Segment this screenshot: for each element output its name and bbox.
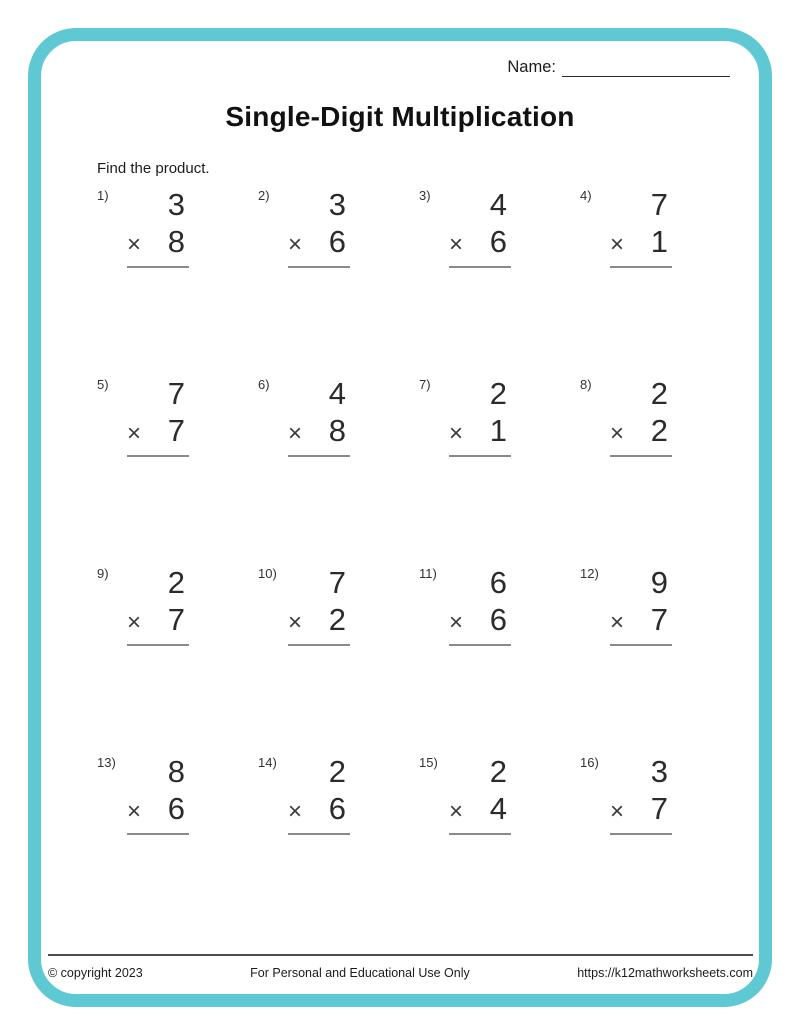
- problem-cell-16: [578, 752, 739, 941]
- problem-body: [610, 374, 672, 457]
- multiplier: 7: [167, 412, 185, 448]
- multiply-icon: ×: [288, 419, 303, 447]
- multiply-icon: ×: [127, 230, 142, 258]
- problem-body: [288, 752, 350, 835]
- multiplier: 7: [167, 601, 185, 637]
- multiply-icon: ×: [610, 419, 625, 447]
- footer-copyright: © copyright 2023: [48, 966, 143, 980]
- problem-body: [449, 563, 511, 646]
- answer-line: [610, 266, 672, 268]
- multiplicand: 7: [650, 187, 668, 222]
- problem-number: 11): [419, 566, 437, 581]
- multiply-icon: ×: [449, 419, 464, 447]
- problems-grid: [95, 185, 739, 941]
- problem-number: 4): [580, 188, 592, 203]
- footer-url: https://k12mathworksheets.com: [577, 966, 753, 980]
- answer-line: [127, 833, 189, 835]
- problem-cell-2: [256, 185, 417, 374]
- problem-number: 14): [258, 755, 277, 770]
- multiply-icon: ×: [127, 419, 142, 447]
- multiply-icon: ×: [449, 608, 464, 636]
- page-title: Single-Digit Multiplication: [225, 101, 575, 132]
- problem-number: 9): [97, 566, 109, 581]
- multiplicand: 2: [489, 754, 507, 789]
- problem-cell-11: [417, 563, 578, 752]
- multiplicand: 4: [328, 376, 346, 411]
- answer-line: [127, 266, 189, 268]
- footer-divider: [48, 954, 753, 956]
- multiplicand: 9: [650, 565, 668, 600]
- multiplier: 7: [650, 601, 668, 637]
- answer-line: [449, 833, 511, 835]
- problem-number: 13): [97, 755, 116, 770]
- multiply-icon: ×: [127, 608, 142, 636]
- problem-body: [127, 374, 189, 457]
- multiplicand: 7: [167, 376, 185, 411]
- problem-cell-9: [95, 563, 256, 752]
- problem-cell-8: [578, 374, 739, 563]
- multiplicand: 2: [489, 376, 507, 411]
- multiply-icon: ×: [610, 608, 625, 636]
- footer: [48, 966, 753, 980]
- multiplicand: 2: [167, 565, 185, 600]
- multiply-icon: ×: [127, 797, 142, 825]
- multiplier: 8: [167, 223, 185, 259]
- answer-line: [610, 833, 672, 835]
- multiplicand: 2: [650, 376, 668, 411]
- answer-line: [127, 455, 189, 457]
- problem-body: [127, 185, 189, 268]
- problem-cell-13: [95, 752, 256, 941]
- multiplicand: 3: [167, 187, 185, 222]
- name-blank-line: [562, 58, 730, 77]
- multiply-icon: ×: [288, 230, 303, 258]
- problem-number: 10): [258, 566, 277, 581]
- problem-cell-6: [256, 374, 417, 563]
- multiplier: 6: [489, 601, 507, 637]
- answer-line: [610, 644, 672, 646]
- problem-body: [288, 563, 350, 646]
- answer-line: [449, 644, 511, 646]
- multiplier: 6: [489, 223, 507, 259]
- answer-line: [449, 266, 511, 268]
- problem-cell-1: [95, 185, 256, 374]
- multiply-icon: ×: [610, 230, 625, 258]
- problem-number: 5): [97, 377, 109, 392]
- problem-cell-3: [417, 185, 578, 374]
- footer-usage: For Personal and Educational Use Only: [250, 966, 470, 980]
- multiplicand: 3: [328, 187, 346, 222]
- multiply-icon: ×: [288, 797, 303, 825]
- multiplier: 2: [328, 601, 346, 637]
- problem-body: [288, 374, 350, 457]
- answer-line: [288, 833, 350, 835]
- problem-body: [449, 374, 511, 457]
- problem-number: 7): [419, 377, 431, 392]
- answer-line: [288, 266, 350, 268]
- name-label: Name:: [507, 58, 556, 76]
- multiply-icon: ×: [449, 797, 464, 825]
- answer-line: [610, 455, 672, 457]
- multiplicand: 4: [489, 187, 507, 222]
- answer-line: [288, 455, 350, 457]
- problem-number: 2): [258, 188, 270, 203]
- problem-cell-12: [578, 563, 739, 752]
- problem-body: [127, 563, 189, 646]
- multiplier: 1: [489, 412, 507, 448]
- multiply-icon: ×: [449, 230, 464, 258]
- problem-cell-5: [95, 374, 256, 563]
- problem-number: 1): [97, 188, 109, 203]
- problem-body: [449, 752, 511, 835]
- multiplier: 2: [650, 412, 668, 448]
- multiply-icon: ×: [610, 797, 625, 825]
- problem-number: 8): [580, 377, 592, 392]
- problem-cell-7: [417, 374, 578, 563]
- problem-body: [449, 185, 511, 268]
- problem-body: [288, 185, 350, 268]
- multiplier: 6: [167, 790, 185, 826]
- answer-line: [127, 644, 189, 646]
- problem-cell-15: [417, 752, 578, 941]
- problem-body: [127, 752, 189, 835]
- multiplicand: 6: [489, 565, 507, 600]
- multiplier: 6: [328, 223, 346, 259]
- problem-body: [610, 752, 672, 835]
- problem-body: [610, 563, 672, 646]
- problem-number: 6): [258, 377, 270, 392]
- multiplicand: 3: [650, 754, 668, 789]
- multiplicand: 8: [167, 754, 185, 789]
- multiplier: 6: [328, 790, 346, 826]
- problem-cell-4: [578, 185, 739, 374]
- multiplicand: 7: [328, 565, 346, 600]
- name-row: [507, 58, 730, 77]
- problem-body: [610, 185, 672, 268]
- instruction-text: Find the product.: [97, 160, 210, 177]
- problem-cell-14: [256, 752, 417, 941]
- answer-line: [449, 455, 511, 457]
- multiplier: 7: [650, 790, 668, 826]
- multiply-icon: ×: [288, 608, 303, 636]
- multiplier: 4: [489, 790, 507, 826]
- problem-number: 16): [580, 755, 599, 770]
- multiplier: 1: [650, 223, 668, 259]
- multiplier: 8: [328, 412, 346, 448]
- multiplicand: 2: [328, 754, 346, 789]
- problem-number: 12): [580, 566, 599, 581]
- problem-number: 3): [419, 188, 431, 203]
- problem-cell-10: [256, 563, 417, 752]
- problem-number: 15): [419, 755, 438, 770]
- answer-line: [288, 644, 350, 646]
